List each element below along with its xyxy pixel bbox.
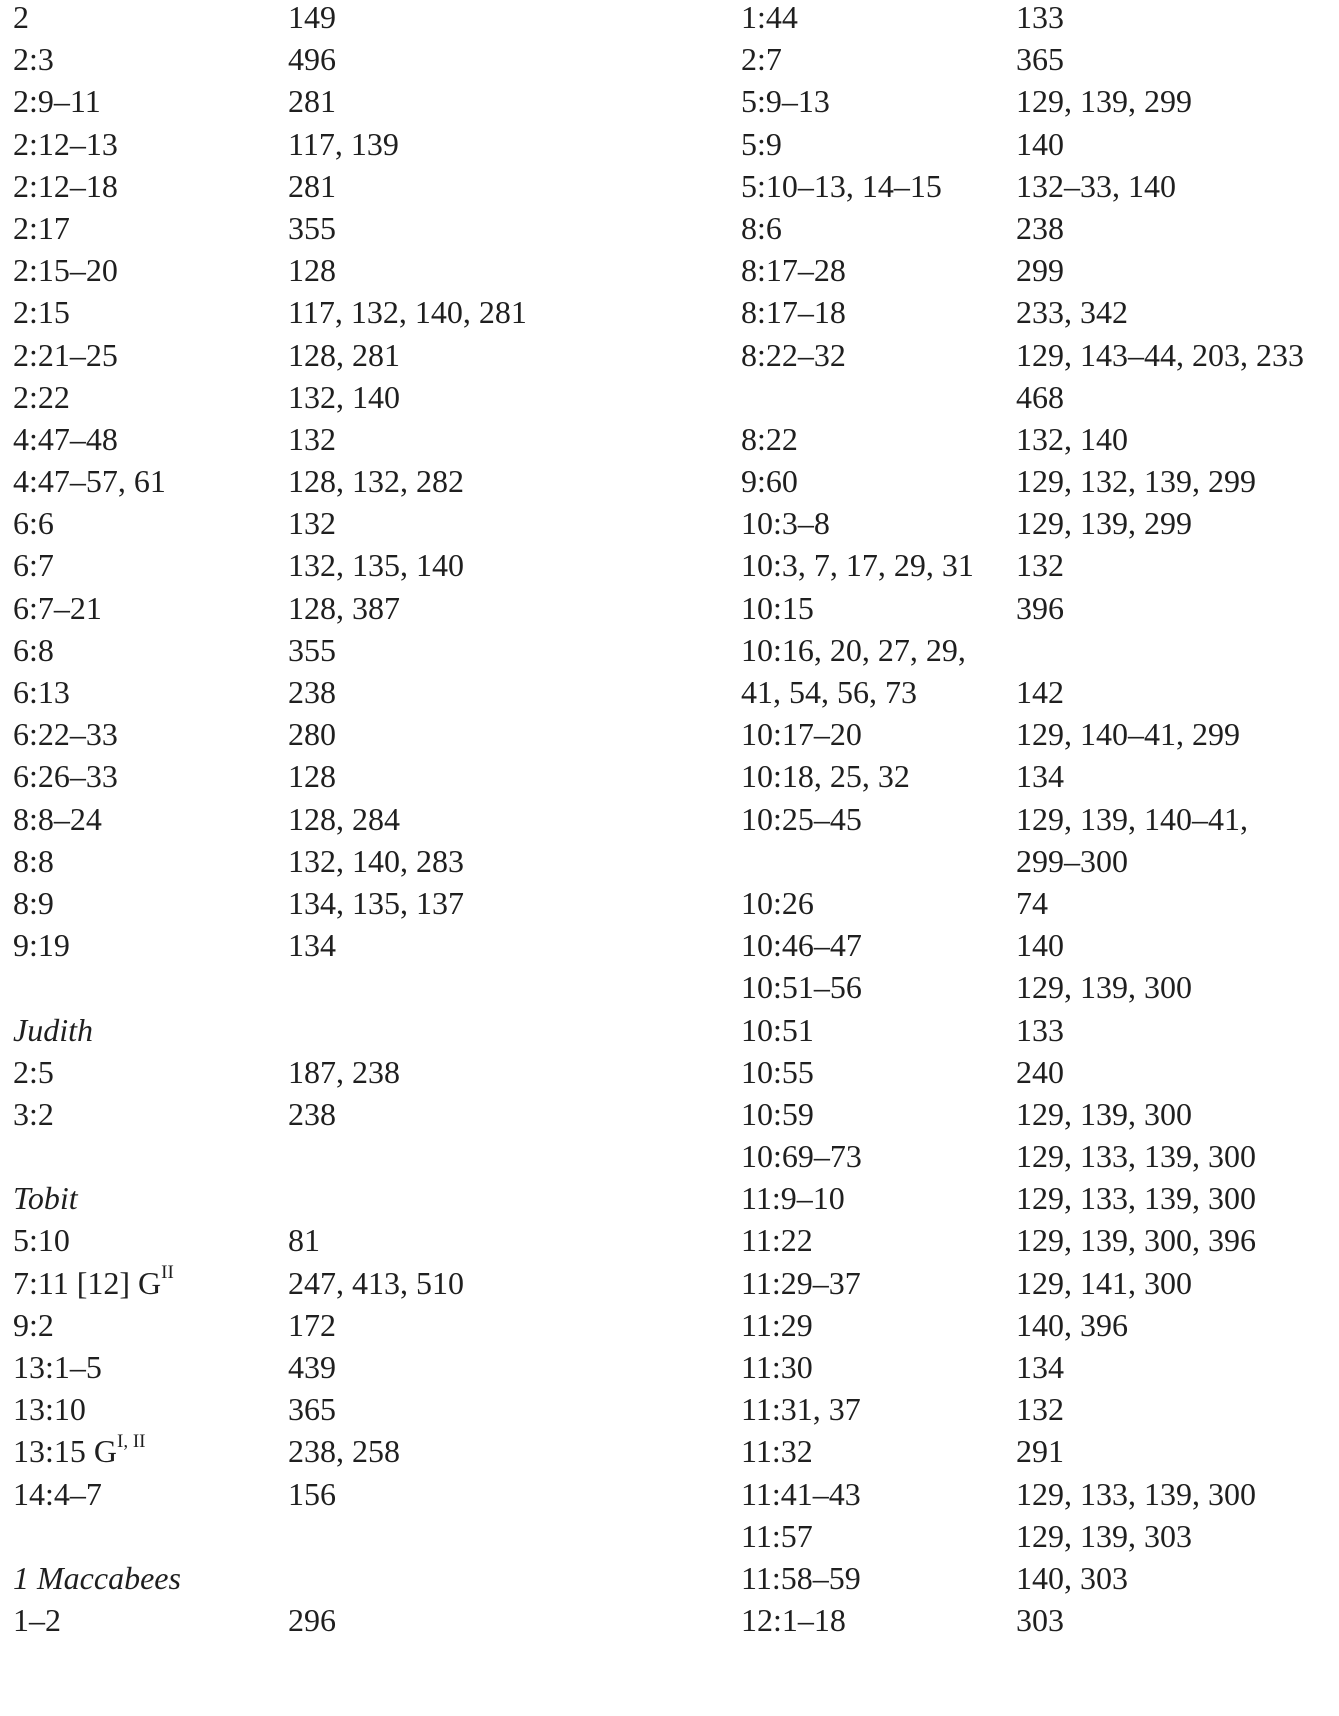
verse-reference: [741, 506, 830, 540]
verse-reference-text: 7:11 [12] G: [13, 1264, 162, 1301]
verse-reference-text: 11:41–43: [741, 1475, 861, 1512]
page-numbers: 187, 238: [288, 1053, 400, 1090]
verse-reference: [741, 717, 862, 751]
verse-reference: [741, 548, 974, 582]
verse-reference-text: 8:22–32: [741, 336, 846, 373]
page-numbers: 128: [288, 252, 336, 289]
verse-reference-text: 10:3, 7, 17, 29, 31: [741, 547, 974, 584]
verse-reference-text: 11:22: [741, 1222, 813, 1259]
verse-reference: [13, 802, 102, 836]
verse-reference-text: 10:26: [741, 884, 814, 921]
verse-reference-text: 6:22–33: [13, 716, 118, 753]
verse-reference-text: 11:29–37: [741, 1264, 861, 1301]
verse-reference: [13, 1477, 102, 1511]
page-numbers: 132: [288, 505, 336, 542]
verse-reference-text: 11:32: [741, 1433, 813, 1470]
verse-reference: [741, 464, 798, 498]
verse-reference-text: 11:31, 37: [741, 1391, 861, 1428]
page-numbers: 129, 133, 139, 300: [1016, 1138, 1256, 1175]
verse-reference: [13, 253, 118, 287]
page-numbers: 156: [288, 1475, 336, 1512]
verse-reference-text: 8:8: [13, 842, 54, 879]
page-numbers: 129, 140–41, 299: [1016, 716, 1240, 753]
verse-reference: [13, 1392, 86, 1426]
page-numbers: 132: [1016, 1391, 1064, 1428]
page-numbers: 132, 140: [288, 378, 400, 415]
verse-reference: [13, 717, 118, 751]
page-numbers: 129, 133, 139, 300: [1016, 1475, 1256, 1512]
verse-reference-text: 8:6: [741, 209, 782, 246]
page-numbers: 117, 132, 140, 281: [288, 294, 527, 331]
verse-reference: [13, 675, 70, 709]
page-numbers: 132–33, 140: [1016, 167, 1176, 204]
verse-reference-text: 13:15 G: [13, 1433, 117, 1470]
verse-reference-text: 3:2: [13, 1095, 54, 1132]
verse-reference: [741, 42, 782, 76]
page-numbers: 132, 140: [1016, 420, 1128, 457]
verse-reference: [13, 591, 102, 625]
verse-reference-text: 2:5: [13, 1053, 54, 1090]
verse-reference-text: 2:12–18: [13, 167, 118, 204]
page-numbers: 142: [1016, 674, 1064, 710]
verse-reference: [13, 886, 54, 920]
verse-reference-text: 2:9–11: [13, 83, 101, 120]
verse-reference-text: 10:18, 25, 32: [741, 758, 910, 795]
verse-reference: [741, 84, 830, 118]
page-numbers: 140: [1016, 125, 1064, 162]
verse-reference-text: 2:17: [13, 209, 70, 246]
verse-reference: [13, 1308, 54, 1342]
page-numbers: 468: [1016, 378, 1064, 415]
verse-reference: [13, 844, 54, 878]
page-numbers: 238: [288, 674, 336, 710]
verse-reference-text: 2:3: [13, 41, 54, 78]
page-numbers: 134: [1016, 1349, 1064, 1385]
verse-reference-text: 6:13: [13, 674, 70, 710]
verse-reference-text: 6:6: [13, 505, 54, 542]
verse-reference: [13, 464, 166, 498]
verse-reference-text: 2:7: [741, 41, 782, 78]
verse-reference: [741, 1561, 861, 1595]
page-numbers: 132: [288, 420, 336, 457]
verse-reference: [741, 253, 846, 287]
verse-reference: [741, 338, 846, 372]
verse-reference: [741, 1308, 813, 1342]
verse-reference-text: 8:9: [13, 884, 54, 921]
verse-reference: [13, 84, 101, 118]
page-numbers: 140, 303: [1016, 1559, 1128, 1596]
verse-reference-text: 11:29: [741, 1306, 813, 1343]
verse-reference: [13, 42, 54, 76]
verse-reference-text: 2:15–20: [13, 252, 118, 289]
page-numbers: 365: [288, 1391, 336, 1428]
verse-reference: [13, 928, 70, 962]
verse-reference-text: 13:1–5: [13, 1349, 102, 1385]
verse-reference-text: 8:8–24: [13, 800, 102, 837]
verse-reference-text: 10:3–8: [741, 505, 830, 542]
verse-reference: [13, 1223, 70, 1257]
verse-reference: [741, 1223, 813, 1257]
verse-reference: [741, 928, 862, 962]
verse-reference: [741, 1055, 814, 1089]
verse-reference-text: 10:51: [741, 1011, 814, 1048]
verse-reference: [741, 0, 798, 34]
verse-reference: [13, 1350, 102, 1384]
page-numbers: 132, 135, 140: [288, 547, 464, 584]
verse-reference: [741, 1097, 814, 1131]
verse-reference: [741, 970, 862, 1004]
page-numbers: 128, 281: [288, 336, 400, 373]
page-numbers: 129, 139, 300, 396: [1016, 1222, 1256, 1259]
verse-reference-text: 8:17–28: [741, 252, 846, 289]
verse-reference: [741, 1181, 845, 1215]
verse-reference-text: 14:4–7: [13, 1475, 102, 1512]
verse-reference-text: 13:10: [13, 1391, 86, 1428]
page-numbers: 129, 132, 139, 299: [1016, 463, 1256, 500]
page-numbers: 355: [288, 631, 336, 668]
verse-reference-text: 4:47–48: [13, 420, 118, 457]
book-heading-text: Tobit: [13, 1180, 78, 1217]
verse-reference: [741, 211, 782, 245]
page-numbers: 280: [288, 716, 336, 753]
page-numbers: 117, 139: [288, 125, 399, 162]
page-numbers: 439: [288, 1349, 336, 1385]
verse-reference: [13, 633, 54, 667]
verse-reference: [741, 886, 814, 920]
verse-reference-text: 2:15: [13, 294, 70, 331]
page-numbers: 496: [288, 41, 336, 78]
page-numbers: 247, 413, 510: [288, 1264, 464, 1301]
page-numbers: 134: [288, 927, 336, 964]
verse-reference-text: 2: [13, 0, 29, 35]
page-numbers: 240: [1016, 1053, 1064, 1090]
page-numbers: 355: [288, 209, 336, 246]
verse-reference-text: 2:12–13: [13, 125, 118, 162]
verse-reference: [13, 338, 118, 372]
page-numbers: 128, 387: [288, 589, 400, 626]
verse-reference: [13, 506, 54, 540]
verse-reference: [13, 0, 29, 34]
verse-reference: [741, 759, 910, 793]
verse-reference: [13, 380, 70, 414]
page-numbers: 132: [1016, 547, 1064, 584]
verse-reference-text: 11:58–59: [741, 1559, 861, 1596]
verse-reference-text: 9:2: [13, 1306, 54, 1343]
page-numbers: 238: [288, 1095, 336, 1132]
verse-reference-text: 9:19: [13, 927, 70, 964]
verse-reference-text: 1–2: [13, 1602, 61, 1639]
page-numbers: 238: [1016, 209, 1064, 246]
manuscript-siglum: I, II: [117, 1430, 146, 1452]
verse-reference: [13, 295, 70, 329]
page-numbers: 133: [1016, 1011, 1064, 1048]
verse-reference-text: 10:46–47: [741, 927, 862, 964]
verse-reference: [13, 1097, 54, 1131]
verse-reference: [13, 548, 54, 582]
verse-reference: [741, 1603, 846, 1637]
verse-reference: [741, 422, 798, 456]
page-numbers: 128: [288, 758, 336, 795]
page-numbers: 129, 139, 140–41,: [1016, 800, 1248, 837]
verse-reference-text: 9:60: [741, 463, 798, 500]
manuscript-siglum: II: [161, 1261, 174, 1283]
page-numbers: 365: [1016, 41, 1064, 78]
verse-reference: [13, 422, 118, 456]
verse-reference-text: 6:7: [13, 547, 54, 584]
page-numbers: 238, 258: [288, 1433, 400, 1470]
verse-reference: [13, 759, 118, 793]
verse-reference: [13, 169, 118, 203]
verse-reference-text: 11:30: [741, 1349, 813, 1385]
verse-reference-text: 11:9–10: [741, 1180, 845, 1217]
verse-reference: [741, 127, 782, 161]
book-heading-text: Judith: [13, 1011, 93, 1048]
verse-reference-text: 11:57: [741, 1517, 813, 1554]
verse-reference: [741, 1013, 814, 1047]
verse-reference: [741, 169, 942, 203]
page-numbers: 129, 139, 299: [1016, 505, 1192, 542]
page-numbers: 299: [1016, 252, 1064, 289]
verse-reference-text: 10:55: [741, 1053, 814, 1090]
page-numbers: 129, 143–44, 203, 233: [1016, 336, 1304, 373]
page-numbers: 81: [288, 1222, 320, 1259]
verse-reference: [13, 1603, 61, 1637]
page-numbers: 129, 139, 299: [1016, 83, 1192, 120]
page-numbers: 303: [1016, 1602, 1064, 1639]
verse-reference: [13, 1055, 54, 1089]
verse-reference-text: 10:16, 20, 27, 29,: [741, 631, 966, 668]
verse-reference-text: 10:69–73: [741, 1138, 862, 1175]
verse-reference: [741, 633, 966, 667]
verse-reference: [13, 211, 70, 245]
verse-reference: [13, 127, 118, 161]
page-numbers: 281: [288, 83, 336, 120]
verse-reference-text: 1:44: [741, 0, 798, 35]
page-numbers: 129, 141, 300: [1016, 1264, 1192, 1301]
verse-reference-text: 10:17–20: [741, 716, 862, 753]
verse-reference-text: 8:17–18: [741, 294, 846, 331]
verse-reference-text: 10:15: [741, 589, 814, 626]
verse-reference-text: 10:25–45: [741, 800, 862, 837]
verse-reference-text: 5:9–13: [741, 83, 830, 120]
verse-reference: [741, 1266, 861, 1300]
verse-reference: [741, 1434, 813, 1468]
verse-reference: [13, 1430, 146, 1470]
verse-reference-text: 12:1–18: [741, 1602, 846, 1639]
page-numbers: 132, 140, 283: [288, 842, 464, 879]
page-numbers: 140: [1016, 927, 1064, 964]
page-numbers: 291: [1016, 1433, 1064, 1470]
verse-reference: [741, 591, 814, 625]
verse-reference-text: 6:26–33: [13, 758, 118, 795]
verse-reference-text: 10:51–56: [741, 969, 862, 1006]
verse-reference: [741, 1519, 813, 1553]
page-numbers: 128, 284: [288, 800, 400, 837]
verse-reference: [741, 675, 917, 709]
verse-reference-text: 10:59: [741, 1095, 814, 1132]
verse-reference-text: 6:8: [13, 631, 54, 668]
page-numbers: 74: [1016, 884, 1048, 921]
verse-reference-text: 5:9: [741, 125, 782, 162]
page-numbers: 129, 139, 300: [1016, 969, 1192, 1006]
verse-reference-text: 5:10: [13, 1222, 70, 1259]
page-numbers: 296: [288, 1602, 336, 1639]
page-numbers: 149: [288, 0, 336, 35]
verse-reference-text: 5:10–13, 14–15: [741, 167, 942, 204]
page-numbers: 134, 135, 137: [288, 884, 464, 921]
verse-reference-text: 4:47–57, 61: [13, 463, 166, 500]
page-numbers: 281: [288, 167, 336, 204]
verse-reference-text: 41, 54, 56, 73: [741, 674, 917, 710]
page-numbers: 133: [1016, 0, 1064, 35]
verse-reference-text: 2:21–25: [13, 336, 118, 373]
page-numbers: 172: [288, 1306, 336, 1343]
page-numbers: 128, 132, 282: [288, 463, 464, 500]
verse-reference-text: 8:22: [741, 420, 798, 457]
verse-reference-text: 2:22: [13, 378, 70, 415]
verse-reference: [741, 1139, 862, 1173]
page-numbers: 140, 396: [1016, 1306, 1128, 1343]
verse-reference: [741, 1477, 861, 1511]
page-numbers: 129, 139, 303: [1016, 1517, 1192, 1554]
book-heading-text: 1 Maccabees: [13, 1559, 181, 1596]
page-numbers: 129, 139, 300: [1016, 1095, 1192, 1132]
page-numbers: 129, 133, 139, 300: [1016, 1180, 1256, 1217]
verse-reference: [741, 1350, 813, 1384]
verse-reference: [741, 295, 846, 329]
page-numbers: 299–300: [1016, 842, 1128, 879]
verse-reference: [13, 1261, 174, 1301]
verse-reference-text: 6:7–21: [13, 589, 102, 626]
page-numbers: 396: [1016, 589, 1064, 626]
verse-reference: [741, 802, 862, 836]
page-numbers: 134: [1016, 758, 1064, 795]
page-numbers: 233, 342: [1016, 294, 1128, 331]
verse-reference: [741, 1392, 861, 1426]
